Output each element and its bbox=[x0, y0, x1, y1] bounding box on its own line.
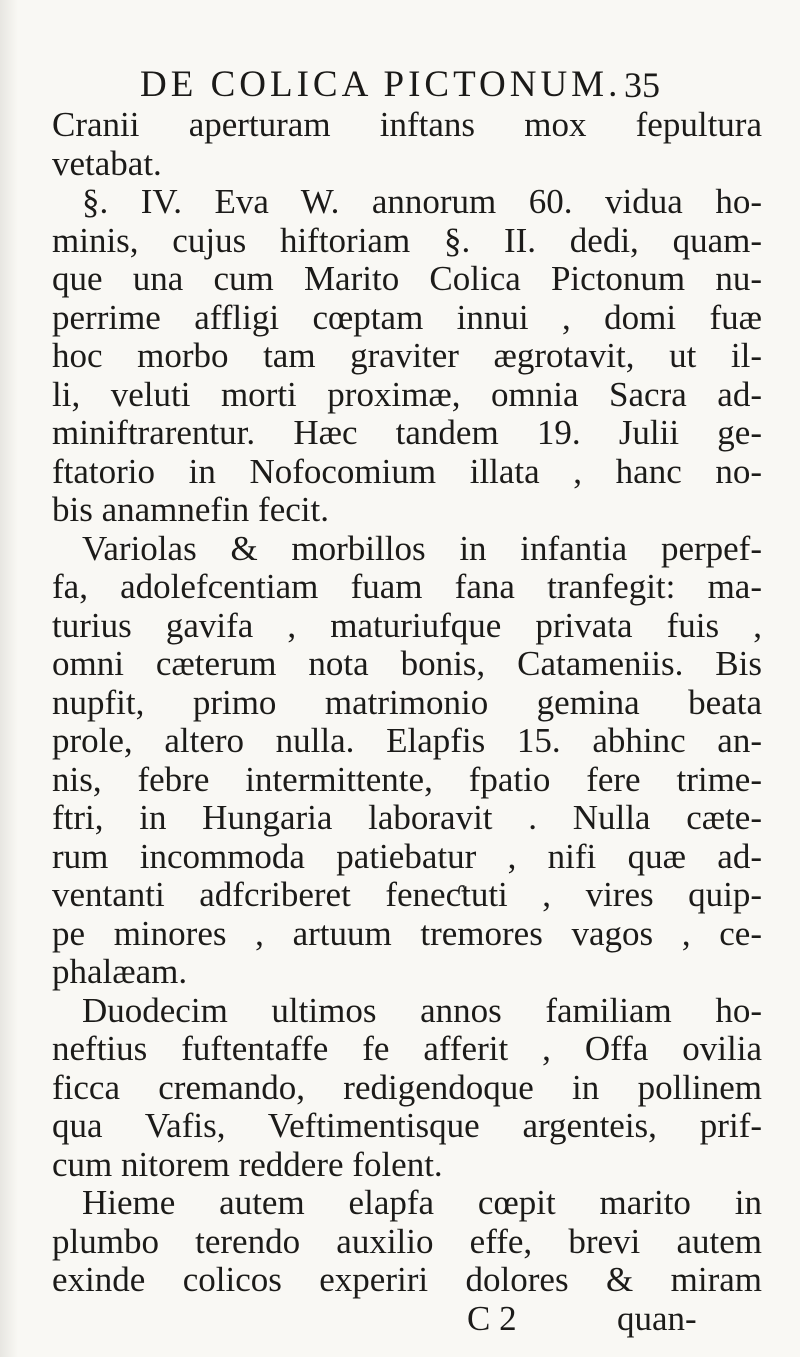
text-line: perrime affligi cœptam innui , domi fuæ bbox=[52, 297, 762, 337]
signature-line bbox=[52, 1300, 762, 1339]
text-line: cum nitorem reddere folent. bbox=[52, 1144, 443, 1184]
text-line: que una cum Marito Colica Pictonum nu- bbox=[52, 259, 762, 298]
page-gutter-shadow bbox=[0, 0, 18, 1357]
text-line: bis anamnefin fecit. bbox=[52, 490, 329, 529]
text-line: §. IV. Eva W. annorum 60. vidua ho- bbox=[82, 182, 762, 221]
text-line: ficca cremando, redigendoque in pollinem bbox=[52, 1067, 762, 1107]
text-line: phalæam. bbox=[52, 952, 188, 991]
running-title: DE COLICA PICTONUM. bbox=[140, 64, 622, 105]
text-line: vetabat. bbox=[52, 143, 162, 183]
text-line: omni cæterum nota bonis, Catameniis. Bis bbox=[52, 644, 762, 683]
catchword: quan- bbox=[617, 1298, 697, 1338]
text-line: exinde colicos experiri dolores & miram bbox=[52, 1260, 762, 1299]
text-line: rum incommoda patiebatur , nifi quæ ad- bbox=[52, 836, 762, 876]
body-text bbox=[52, 106, 762, 1338]
text-line: pe minores , artuum tremores vagos , ce- bbox=[52, 913, 762, 953]
text-line: Hieme autem elapfa cœpit marito in bbox=[82, 1183, 762, 1222]
text-line: hoc morbo tam graviter ægrotavit, ut il- bbox=[52, 336, 762, 375]
text-line: nis, febre intermittente, fpatio fere trime- bbox=[52, 759, 762, 799]
text-line: ftri, in Hungaria laboravit . Nulla cæte- bbox=[52, 798, 762, 837]
text-line: fa, adolefcentiam fuam fana tranfegit: ma- bbox=[52, 567, 762, 606]
signature-mark: C 2 bbox=[467, 1298, 517, 1338]
text-line: Variolas & morbillos in infantia perpef- bbox=[82, 528, 762, 568]
text-line: miniftrarentur. Hæc tandem 19. Julii ge- bbox=[52, 413, 762, 452]
text-line: ventanti adfcriberet feneƈtuti , vires quip- bbox=[52, 875, 762, 914]
text-line: nupfit, primo matrimonio gemina beata bbox=[52, 682, 762, 722]
text-line: minis, cujus hiftoriam §. II. dedi, quam- bbox=[52, 220, 762, 260]
text-line: prole, altero nulla. Elapfis 15. abhinc an- bbox=[52, 721, 762, 760]
text-line: plumbo terendo auxilio effe, brevi autem bbox=[52, 1221, 762, 1261]
text-line: ftatorio in Nofocomium illata , hanc no- bbox=[52, 451, 762, 491]
page-number: 35 bbox=[624, 65, 660, 105]
text-line: neftius fuftentaffe fe afferit , Offa ovilia bbox=[52, 1029, 762, 1068]
text-line: li, veluti morti proximæ, omnia Sacra ad- bbox=[52, 374, 762, 414]
running-head bbox=[140, 63, 660, 107]
text-line: qua Vafis, Veftimentisque argenteis, prif- bbox=[52, 1106, 762, 1145]
text-line: Cranii aperturam inftans mox fepultura bbox=[52, 105, 762, 144]
text-line: turius gavifa , maturiufque privata fuis , bbox=[52, 605, 762, 645]
text-line: Duodecim ultimos annos familiam ho- bbox=[82, 990, 762, 1030]
